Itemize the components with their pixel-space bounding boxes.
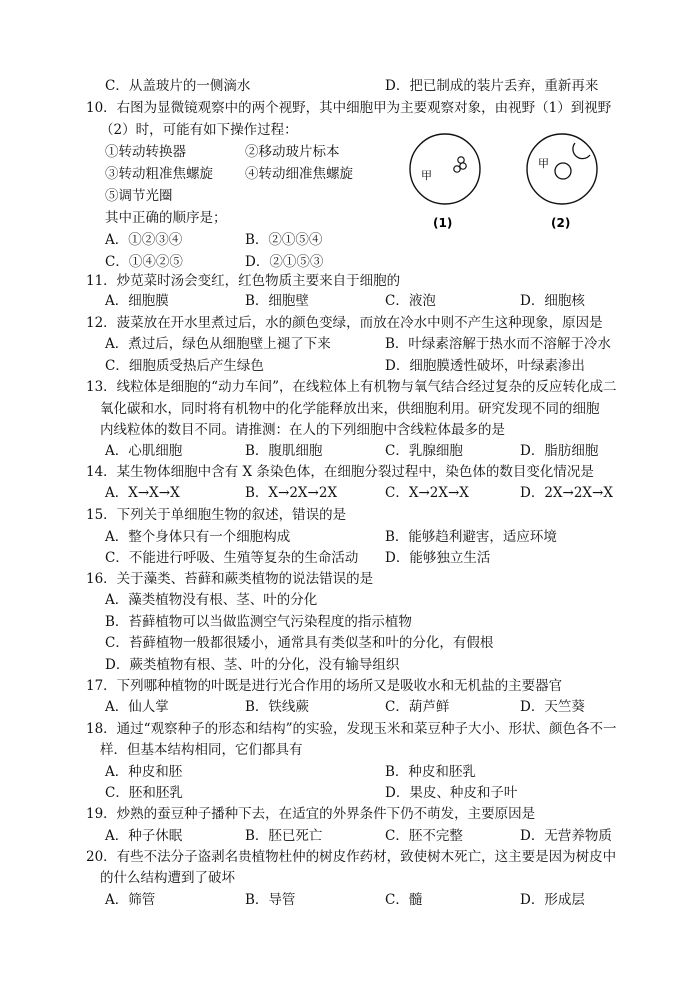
q16-stem: 16．关于藻类、苔藓和蕨类植物的说法错误的是 [86,571,374,587]
q10-ask: 其中正确的顺序是； [105,210,227,226]
q13-option-d: D．脂肪细胞 [520,443,599,459]
q20-option-c: C．髓 [385,892,423,908]
q11-option-d: D．细胞核 [520,293,585,309]
view-2-cell-label: 甲 [538,157,549,170]
q17-option-b: B．铁线蕨 [245,699,309,715]
q12-stem: 12．菠菜放在开水里煮过后，水的颜色变绿，而放在冷水中则不产生这种现象，原因是 [86,315,603,331]
view-1-label: (1) [433,216,453,230]
q10-option-b: B．②①⑤④ [245,232,323,248]
q16-option-c: C．苔藓植物一般都很矮小，通常具有类似茎和叶的分化，有假根 [105,635,494,651]
q20-stem-line1: 20．有些不法分子盗剥名贵植物杜仲的树皮作药材，致使树木死亡，这主要是因为树皮中 [86,849,617,865]
q14-option-c: C．X→2X→X [385,485,469,501]
q13-option-c: C．乳腺细胞 [385,443,463,459]
q18-option-a: A．种皮和胚 [105,764,183,780]
q11-option-b: B．细胞壁 [245,293,309,309]
q19-option-c: C．胚不完整 [385,828,463,844]
q20-option-a: A．筛管 [105,892,156,908]
q20-option-b: B．导管 [245,892,296,908]
q15-option-c: C．不能进行呼吸、生殖等复杂的生命活动 [105,550,359,566]
microscope-views-figure [405,133,625,238]
q13-option-a: A．心肌细胞 [105,443,183,459]
q17-option-c: C．葫芦鲜 [385,699,450,715]
q17-option-d: D．天竺葵 [520,699,585,715]
q10-step-4: ④转动细准焦螺旋 [245,166,353,182]
q10-option-a: A．①②③④ [105,232,183,248]
q11-stem: 11．炒苋菜时汤会变红，红色物质主要来自于细胞的 [86,273,401,289]
q10-step-2: ②移动玻片标本 [245,144,340,160]
q15-option-b: B．能够趋利避害，适应环境 [385,529,557,545]
q17-option-a: A．仙人掌 [105,699,169,715]
q13-option-b: B．腹肌细胞 [245,443,323,459]
q16-option-a: A．藻类植物没有根、茎、叶的分化 [105,592,318,608]
q16-option-b: B．苔藓植物可以当做监测空气污染程度的指示植物 [105,614,412,630]
q10-stem-line2: （2）时，可能有如下操作过程： [100,122,298,138]
q18-stem-line1: 18．通过“观察种子的形态和结构”的实验，发现玉米和菜豆种子大小、形状、颜色各不一 [86,721,617,737]
q13-stem-line3: 内线粒体的数目不同。请推测：在人的下列细胞中含线粒体最多的是 [100,422,505,438]
q20-option-d: D．形成层 [520,892,585,908]
q15-option-a: A．整个身体只有一个细胞构成 [105,529,291,545]
q9-option-c: C．从盖玻片的一侧滴水 [105,78,251,94]
q19-option-a: A．种子休眠 [105,828,183,844]
q15-option-d: D．能够独立生活 [385,550,491,566]
q19-option-b: B．胚已死亡 [245,828,323,844]
q19-option-d: D．无营养物质 [520,828,612,844]
view-1-cell-c [458,157,464,163]
q18-stem-line2: 样．但基本结构相同，它们都具有 [100,742,303,758]
view-2-label: (2) [551,216,571,230]
view-1 [410,134,480,230]
q13-stem-line1: 13．线粒体是细胞的“动力车间”，在线粒体上有机物与氧气结合经过复杂的反应转化成二 [86,379,617,395]
q14-option-b: B．X→2X→2X [245,485,338,501]
q15-stem: 15．下列关于单细胞生物的叙述，错误的是 [86,507,347,523]
q10-option-d: D．②①⑤③ [245,254,324,270]
view-1-cell-a [454,166,460,172]
q10-step-3: ③转动粗准焦螺旋 [105,166,213,182]
q11-option-a: A．细胞膜 [105,293,169,309]
q12-option-c: C．细胞质受热后产生绿色 [105,358,264,374]
view-2-cell-enlarged [555,163,571,179]
q9-option-d: D．把已制成的装片丢弃，重新再来 [385,78,599,94]
q12-option-a: A．煮过后，绿色从细胞壁上褪了下来 [105,336,331,352]
q20-stem-line2: 的什么结构遭到了破坏 [100,870,235,886]
view-1-cell-label: 甲 [421,169,432,182]
q12-option-d: D．细胞膜透性破坏，叶绿素渗出 [385,358,585,374]
q10-stem-line1: 10．右图为显微镜观察中的两个视野，其中细胞甲为主要观察对象，由视野（1）到视野 [86,100,612,116]
q11-option-c: C．液泡 [385,293,436,309]
q13-stem-line2: 氧化碳和水，同时将有机物中的化学能释放出来，供细胞利用。研究发现不同的细胞 [100,401,600,417]
q18-option-d: D．果皮、种皮和子叶 [385,785,518,801]
q19-stem: 19．炒熟的蚕豆种子播种下去，在适宜的外界条件下仍不萌发，主要原因是 [86,806,536,822]
q18-option-c: C．胚和胚乳 [105,785,183,801]
q10-step-1: ①转动转换器 [105,144,186,160]
q17-stem: 17．下列哪种植物的叶既是进行光合作用的场所又是吸收水和无机盐的主要器官 [86,678,563,694]
q14-option-d: D．2X→2X→X [520,485,613,501]
q14-option-a: A．X→X→X [105,485,180,501]
q10-step-5: ⑤调节光圈 [105,188,173,204]
q18-option-b: B．种皮和胚乳 [385,764,476,780]
q10-option-c: C．①④②⑤ [105,254,183,270]
q12-option-b: B．叶绿素溶解于热水而不溶解于冷水 [385,336,611,352]
q16-option-d: D．蕨类植物有根、茎、叶的分化，没有输导组织 [105,657,400,673]
q14-stem: 14．某生物体细胞中含有 X 条染色体，在细胞分裂过程中，染色体的数目变化情况是 [86,464,594,480]
view-2 [527,134,597,230]
